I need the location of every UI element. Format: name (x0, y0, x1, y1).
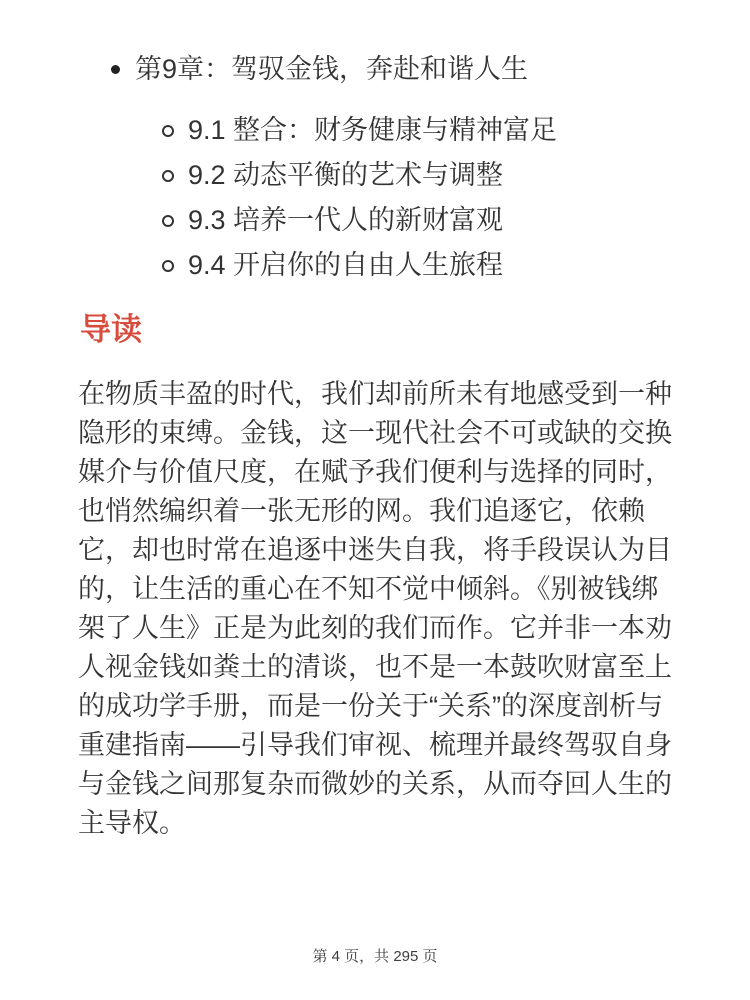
toc-chapter-label: 第9章：驾驭金钱，奔赴和谐人生 (135, 54, 529, 84)
toc-section-item (162, 243, 750, 288)
circle-bullet-icon (162, 260, 174, 272)
circle-bullet-icon (162, 170, 174, 182)
toc-section-item (162, 108, 750, 153)
toc-section-label: 9.1 整合：财务健康与精神富足 (188, 115, 558, 145)
section-heading: 导读 (80, 312, 142, 347)
toc-section-label: 9.2 动态平衡的艺术与调整 (188, 160, 504, 190)
toc-section-label: 9.4 开启你的自由人生旅程 (188, 250, 504, 280)
toc-chapter-item (111, 52, 750, 86)
intro-paragraph: 在物质丰盈的时代，我们却前所未有地感受到一种隐形的束缚。金钱，这一现代社会不可或缺的交换媒介与价值尺度，在赋予我们便利与选择的同时，也悄然编织着一张无形的网。我们追逐它，依赖它，却也时常在追逐中迷失自我，将手段误认为目的，让生活的重心在不知不觉中倾斜。《别被钱绑架了人生》正是为此刻的我们而作。它并非一本劝人视金钱如粪土的清谈，也不是一本鼓吹财富至上的成功学手册，而是一份关于“关系”的深度剖析与重建指南——引导我们审视、梳理并最终驾驭自身与金钱之间那复杂而微妙的关系，从而夺回人生的主导权。 (78, 379, 672, 838)
circle-bullet-icon (162, 215, 174, 227)
toc-section-item (162, 153, 750, 198)
table-of-contents (0, 0, 750, 288)
page-number-footer: 第 4 页，共 295 页 (312, 948, 438, 965)
toc-section-item (162, 198, 750, 243)
disc-bullet-icon (111, 65, 120, 74)
circle-bullet-icon (162, 125, 174, 137)
toc-section-label: 9.3 培养一代人的新财富观 (188, 205, 504, 235)
